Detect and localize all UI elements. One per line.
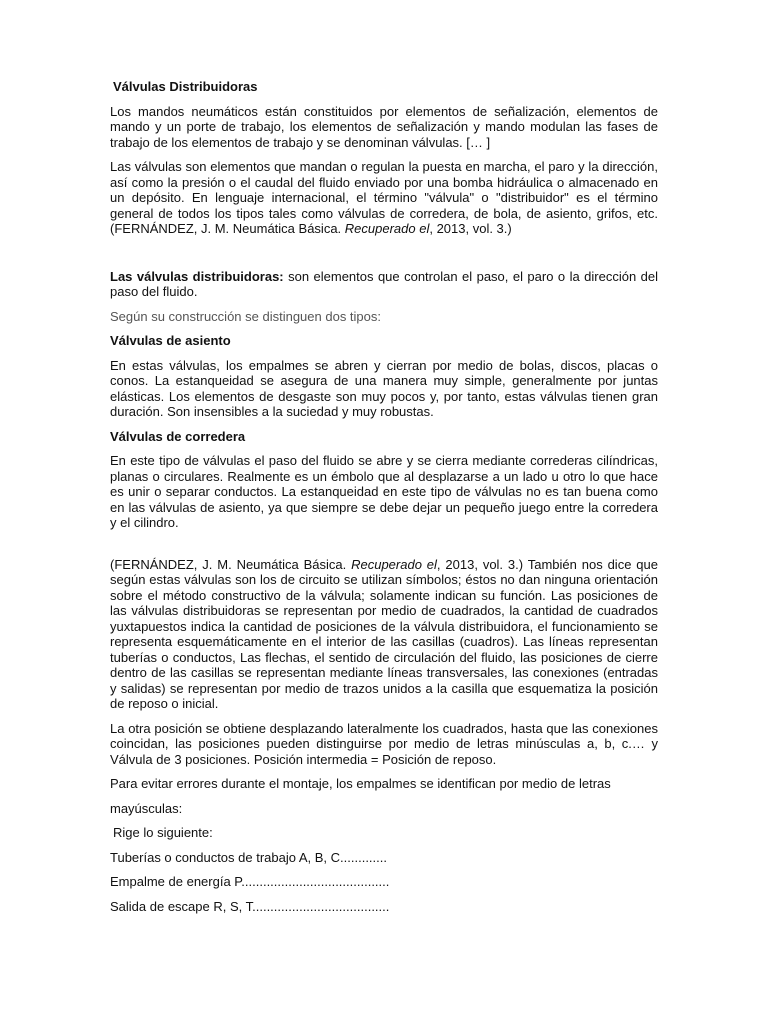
document-page <box>110 76 658 923</box>
paragraph-rige: Rige lo siguiente: <box>113 825 213 840</box>
simbolos-citation-italic: Recuperado el <box>351 556 437 572</box>
list-item-salida: Salida de escape R, S, T...................................... <box>110 898 390 914</box>
paragraph-distribuidoras <box>110 269 658 300</box>
paragraph-asiento: En estas válvulas, los empalmes se abren y cierran por medio de bolas, discos, placas o conos. La estanqueidad se asegura de una manera muy simple, generalmente por juntas elásticas. Los elementos de desgaste son muy pocos y, por tanto, estas válvulas tienen gran duración. Son insensibles a la suciedad y muy robustas. <box>110 357 658 419</box>
simbolos-citation-pre: (FERNÁNDEZ, J. M. Neumática Básica. <box>110 556 352 572</box>
citation-pre: (FERNÁNDEZ, J. M. Neumática Básica. <box>110 221 345 236</box>
citation <box>110 221 512 236</box>
list-item-empalme: Empalme de energía P......................................... <box>110 874 390 889</box>
paragraph-tipos: Según su construcción se distinguen dos tipos: <box>110 308 382 324</box>
paragraph-simbolos <box>110 557 658 712</box>
paragraph-evitar-errores: Para evitar errores durante el montaje, los empalmes se identifican por medio de letras <box>110 776 611 791</box>
paragraph-otra-posicion: La otra posición se obtiene desplazando lateralmente los cuadrados, hasta que las conexiones coincidan, las posiciones pueden distinguirse por medio de letras minúsculas a, b, c.… y Válvula de 3 posiciones. Posición intermedia = Posición de reposo. <box>110 720 658 767</box>
paragraph-intro: Los mandos neumáticos están constituidos por elementos de señalización, elementos de mando y un porte de trabajo, los elementos de señalización y mando modulan las fases de trabajo de los elementos de trabajo y se denominan válvulas. [… ] <box>110 103 658 150</box>
paragraph-valvulas-text: Las válvulas son elementos que mandan o regulan la puesta en marcha, el paro y la dirección, así como la presión o el caudal del fluido enviado por una bomba hidráulica o almacenado en un depósito. En lenguaje internacional, el término "válvula" o "distribuidor" es el término general de todos los tipos tales como válvulas de corredera, de bola, de asiento, grifos, etc. <box>110 159 658 221</box>
paragraph-corredera: En este tipo de válvulas el paso del fluido se abre y se cierra mediante correderas cilíndricas, planas o circulares. Realmente es un émbolo que al desplazarse a un lado u otro lo que hace es unir o separar conductos. La estanqueidad en este tipo de válvulas no es tan buena como en las válvulas de asiento, ya que siempre se debe dejar un pequeño juego entre la corredera y el cilindro. <box>110 453 658 530</box>
citation-post: , 2013, vol. 3.) <box>429 221 512 236</box>
simbolos-text: , 2013, vol. 3.) También nos dice que según estas válvulas son los de circuito se utilizan símbolos; éstos no dan ninguna orientación sobre el método constructivo de la válvula; solamente indican su función. Las posiciones de las válvulas distribuidoras se representan por medio de cuadrados, la cantidad de cuadrados yuxtapuestos indica la cantidad de posiciones de la válvula distribuidora, el funcionamiento se representa esquemáticamente en el interior de las casillas (cuadros). Las líneas representan tuberías o conductos, Las flechas, el sentido de circulación del fluido, las posiciones de cierre dentro de las casillas se representan mediante líneas transversales, las conexiones (entradas y salidas) se representan por medio de trazos unidos a la casilla que esquematiza la posición de reposo o inicial. <box>110 556 658 711</box>
heading-corredera: Válvulas de corredera <box>110 428 246 444</box>
heading-asiento: Válvulas de asiento <box>110 333 231 348</box>
paragraph-mayusculas: mayúsculas: <box>110 800 183 816</box>
document-title: Válvulas Distribuidoras <box>113 79 258 94</box>
distribuidoras-definition: son elementos que controlan el paso, el paro o la dirección del paso del fluido. <box>110 268 658 299</box>
paragraph-valvulas-definition <box>110 159 658 237</box>
distribuidoras-term: Las válvulas distribuidoras: <box>110 268 284 284</box>
citation-italic: Recuperado el <box>344 221 430 236</box>
list-item-tuberias: Tuberías o conductos de trabajo A, B, C............. <box>110 849 387 865</box>
